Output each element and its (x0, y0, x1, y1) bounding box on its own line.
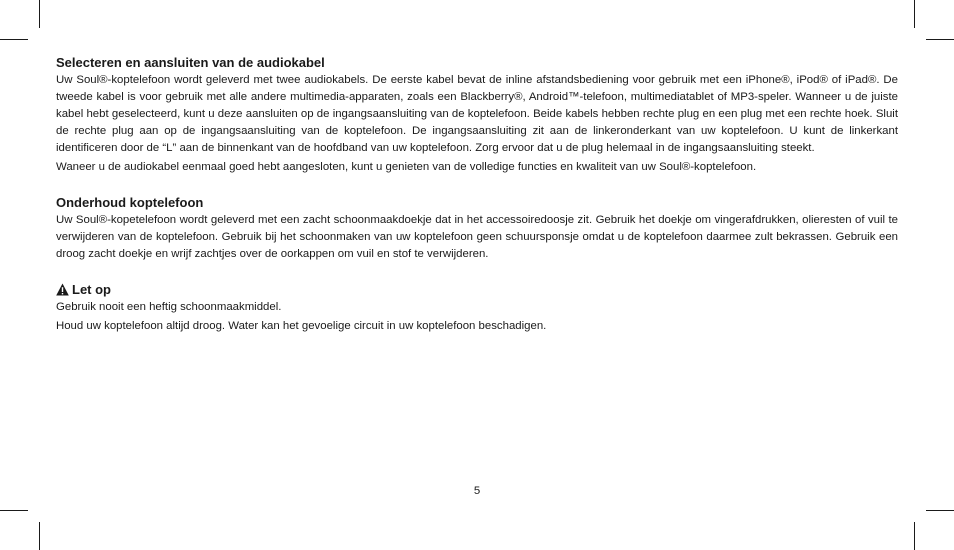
warning-line: Gebruik nooit een heftig schoonmaakmiddel. (56, 301, 282, 313)
crop-mark-top-right-horizontal (926, 39, 954, 40)
section-paragraph: Waneer u de audiokabel eenmaal goed hebt aangesloten, kunt u genieten van de volledige functies en kwaliteit van uw Soul®-koptelefoon. (56, 161, 757, 173)
section-audio-cable (56, 54, 898, 176)
section-maintenance (56, 194, 898, 263)
page-content (56, 54, 898, 353)
crop-mark-top-right-vertical (914, 0, 915, 28)
warning-heading (56, 281, 898, 298)
crop-mark-bottom-right-vertical (914, 522, 915, 550)
crop-mark-bottom-left-vertical (39, 522, 40, 550)
section-title: Onderhoud koptelefoon (56, 195, 204, 210)
crop-mark-top-left-horizontal (0, 39, 28, 40)
page-number: 5 (473, 485, 481, 497)
section-warning (56, 281, 898, 335)
section-title: Selecteren en aansluiten van de audiokabel (56, 55, 325, 70)
section-paragraph: Uw Soul®-kopetelefoon wordt geleverd met een zacht schoonmaakdoekje dat in het accessoiredoosje zit. Gebruik het doekje om vingerafdrukken, olieresten of vuil te verwijderen van de koptelefoon. Gebruik bij het schoonmaken van uw koptelefoon geen schuursponsje omdat u de koptelefoon daarmee zult bekrassen. Gebruik een droog zacht doekje en wrijf zachtjes over de oorkappen om vuil en stof te verwijderen. (56, 214, 898, 260)
warning-triangle-icon (56, 283, 69, 296)
crop-mark-bottom-right-horizontal (926, 510, 954, 511)
crop-mark-top-left-vertical (39, 0, 40, 28)
crop-mark-bottom-left-horizontal (0, 510, 28, 511)
warning-title: Let op (72, 282, 111, 297)
warning-line: Houd uw koptelefoon altijd droog. Water kan het gevoelige circuit in uw koptelefoon beschadigen. (56, 320, 547, 332)
section-paragraph: Uw Soul®-koptelefoon wordt geleverd met twee audiokabels. De eerste kabel bevat de inline afstandsbediening voor gebruik met een iPhone®, iPod® of iPad®. De tweede kabel is voor gebruik met alle andere multimedia-apparaten, zoals een Blackberry®, Android™-telefoon, multimediatablet of MP3-speler. Wanneer u de juiste kabel hebt geselecteerd, kunt u deze aansluiten op de ingangsaansluiting van de koptelefoon. Beide kabels hebben rechte plug en een plug met een rechte hoek. Sluit de rechte plug aan op de ingangsaansluiting van de koptelefoon. De ingangsaansluiting zit aan de linkeronderkant van uw koptelefoon. U kunt de linkerkant identificeren door de “L” aan de binnenkant van de hoofdband van uw koptelefoon. Zorg ervoor dat u de plug helemaal in de ingangsaansluiting steekt. (56, 74, 898, 154)
